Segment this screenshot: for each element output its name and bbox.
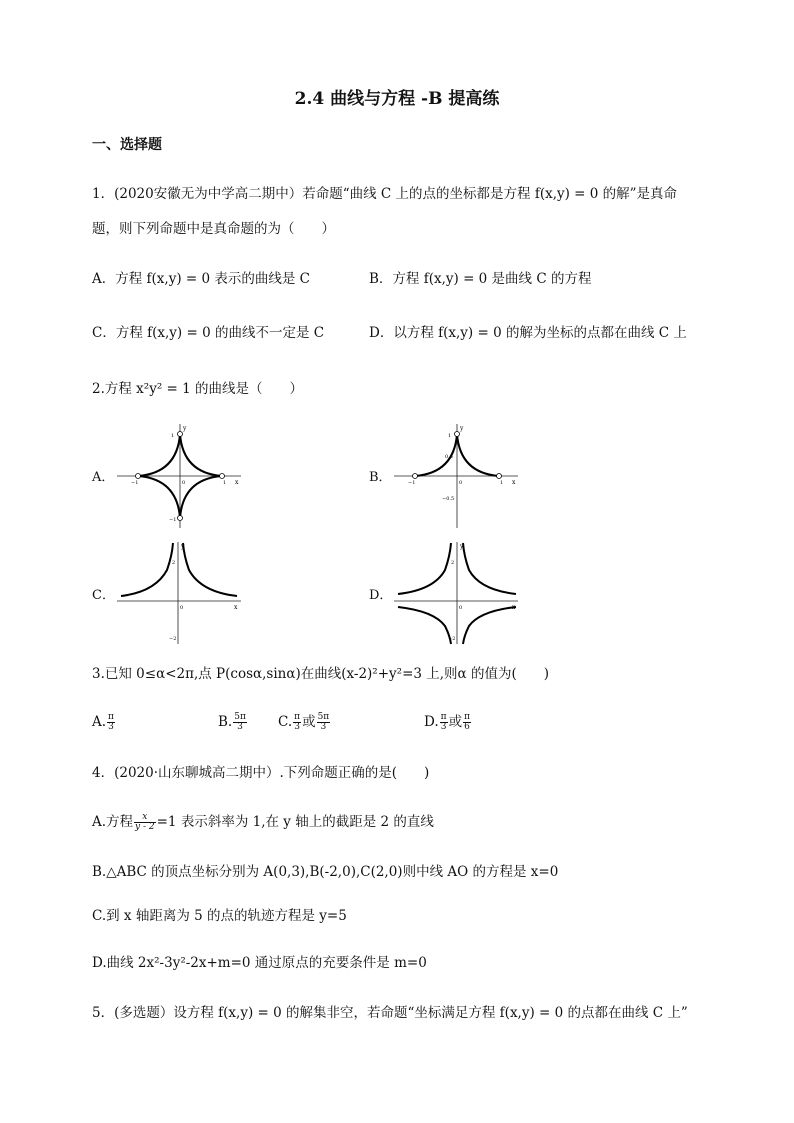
q2-graph-b [392, 422, 522, 530]
tick-label-neg2: −2 [448, 636, 456, 642]
q3-option-b: B. $\frac{5\pi}{3}$ [218, 712, 246, 732]
tick-label-x: x [512, 604, 516, 611]
tick-label-origin: 0 [180, 605, 184, 611]
q1-option-b: B．方程 f(x,y) = 0 是曲线 C 的方程 [369, 271, 592, 287]
tick-label-1: 1 [171, 433, 175, 439]
tick-label-y: y [183, 425, 187, 432]
q2-stem: 2.方程 x²y² = 1 的曲线是（ ） [92, 381, 304, 397]
branch-upper-right [463, 543, 516, 594]
left-branch [121, 543, 176, 596]
tick-label-neg1x: −1 [408, 480, 416, 486]
q2-graph-d [392, 540, 522, 646]
q1-option-c: C．方程 f(x,y) = 0 的曲线不一定是 C [92, 325, 325, 341]
tick-label-neg1x: −1 [131, 480, 139, 486]
q3-option-c: C. $\frac{\pi}{3}$ 或 $\frac{5\pi}{3}$ [278, 712, 330, 732]
tick-label-1x: 1 [500, 480, 504, 486]
branch-lower-left [398, 607, 451, 644]
q4-stem: 4．(2020·山东聊城高二期中）.下列命题正确的是( ) [92, 765, 430, 781]
q4-option-d: D.曲线 2x²-3y²-2x+m=0 通过原点的充要条件是 m=0 [92, 955, 427, 971]
q3-option-d: D. $\frac{\pi}{3}$ 或 $\frac{\pi}{6}$ [424, 712, 470, 732]
tick-label-x: x [512, 479, 516, 486]
q4-option-c: C.到 x 轴距离为 5 的点的轨迹方程是 y=5 [92, 908, 347, 924]
tick-label-origin: 0 [459, 480, 463, 486]
tick-label-neg-half: −0.5 [442, 496, 455, 502]
q2-label-c: C． [92, 588, 115, 603]
q1-option-a: A．方程 f(x,y) = 0 表示的曲线是 C [92, 271, 310, 287]
q3-stem: 3.已知 0≤α<2π,点 P(cosα,sinα)在曲线(x-2)²+y²=3 上,则α 的值为( ) [92, 666, 549, 682]
tick-label-neg2: −2 [169, 636, 177, 642]
tick-label-2: 2 [172, 560, 176, 566]
q2-graph-a [115, 422, 245, 530]
tick-label-1x: 1 [223, 480, 227, 486]
q2-graph-c [115, 540, 245, 646]
q2-label-d: D． [369, 588, 393, 603]
tick-label-origin: 0 [182, 480, 186, 486]
tick-label-origin: 0 [459, 605, 463, 611]
section-heading: 一、选择题 [92, 137, 162, 153]
branch-upper-left [398, 543, 451, 594]
tick-label-neg1: −1 [169, 517, 177, 523]
q2-label-b: B． [369, 470, 392, 485]
q3-option-a: A. $\frac{\pi}{3}$ [92, 712, 114, 732]
q2-label-a: A． [92, 470, 115, 485]
branch-lower-right [463, 607, 516, 644]
q1-stem-line2: 题，则下列命题中是真命题的为（ ） [92, 221, 335, 237]
tick-label-1: 1 [448, 433, 452, 439]
right-branch [183, 543, 237, 596]
tick-label-x: x [234, 604, 238, 611]
q4-option-b: B.△ABC 的顶点坐标分别为 A(0,3),B(-2,0),C(2,0)则中线 AO 的方程是 x=0 [92, 864, 559, 880]
q1-option-d: D．以方程 f(x,y) = 0 的解为坐标的点都在曲线 C 上 [369, 325, 687, 341]
q1-stem-line1: 1．(2020安徽无为中学高二期中）若命题“曲线 C 上的点的坐标都是方程 f(x,y) = 0 的解”是真命 [92, 186, 678, 202]
q4-option-a: A.方程 $\frac{x}{y - 2}$ =1 表示斜率为 1,在 y 轴上的截距是 2 的直线 [92, 812, 434, 832]
tick-label-x: x [235, 479, 239, 486]
tick-label-2: 2 [451, 560, 455, 566]
page-title: 2.4 曲线与方程 -B 提高练 [294, 89, 500, 109]
tick-label-half: 0.5 [445, 454, 453, 460]
tick-label-y: y [460, 425, 464, 432]
q5-stem: 5．(多选题）设方程 f(x,y) = 0 的解集非空，若命题“坐标满足方程 f(x,y) = 0 的点都在曲线 C 上” [92, 1005, 688, 1021]
tick-label-y: y [460, 543, 464, 550]
tick-label-y: y [181, 543, 185, 550]
